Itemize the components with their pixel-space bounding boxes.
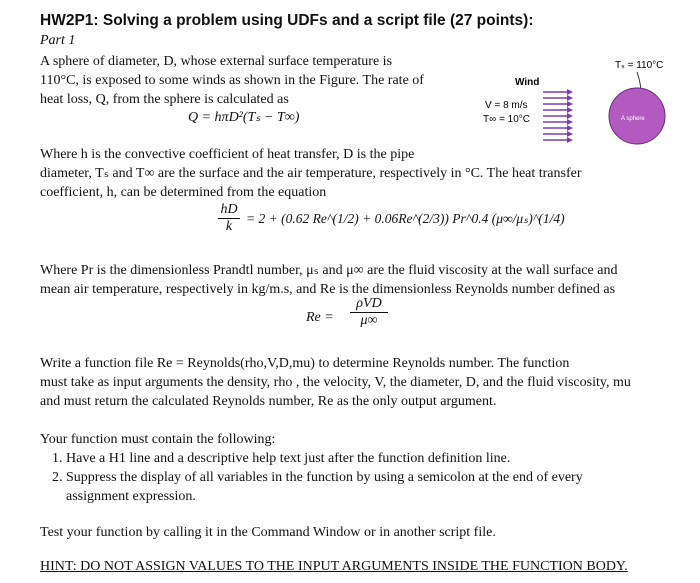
task-line-3: and must return the calculated Reynolds number, Re as the only output argument. [40, 394, 497, 409]
part-heading: Part 1 [40, 33, 76, 48]
where2-line-1: Where Pr is the dimensionless Prandtl number, μₛ and μ∞ are the fluid viscosity at the wall surface and [40, 263, 618, 278]
reynolds-lhs: Re = [306, 310, 334, 325]
reynolds-denominator: μ∞ [360, 313, 378, 328]
nusselt-numerator: hD [218, 202, 240, 219]
where1-line-1: Where h is the convective coefficient of heat transfer, D is the pipe [40, 147, 415, 162]
task-line-2: must take as input arguments the density, rho , the velocity, V, the diameter, D, and the fluid viscosity, mu [40, 375, 631, 390]
requirements-heading: Your function must contain the following: [40, 432, 276, 447]
where-paragraph-1 [40, 145, 680, 202]
nusselt-denominator: k [225, 219, 233, 234]
page-title: HW2P1: Solving a problem using UDFs and a script file (27 points): [40, 12, 534, 29]
reynolds-fraction [350, 296, 388, 329]
intro-line-3: heat loss, Q, from the sphere is calculated as [40, 92, 289, 107]
heat-loss-equation: Q = hπD²(Tₛ − T∞) [188, 110, 300, 125]
reynolds-numerator: ρVD [350, 296, 388, 313]
wind-label: Wind [515, 77, 540, 88]
surface-temp-label: Tₛ = 110°C [615, 60, 664, 71]
requirement-item-1: 1. Have a H1 line and a descriptive help text just after the function definition line. [66, 449, 644, 468]
intro-line-1: A sphere of diameter, D, whose external surface temperature is [40, 54, 393, 69]
wind-arrows-icon [543, 92, 567, 140]
where-paragraph-2 [40, 261, 690, 299]
velocity-label: V = 8 m/s [485, 100, 528, 111]
requirement-item-2: 2. Suppress the display of all variables in the function by using a semicolon at the end of every assignment expression. [66, 468, 644, 506]
wind-sphere-figure [455, 50, 685, 160]
sphere-label: A sphere [621, 116, 645, 122]
task-line-1: Write a function file Re = Reynolds(rho,V,D,mu) to determine Reynolds number. The function [40, 356, 570, 371]
intro-paragraph [40, 52, 460, 109]
air-temp-label: T∞ = 10°C [483, 114, 530, 125]
where1-line-3: coefficient, h, can be determined from the equation [40, 185, 327, 200]
task-paragraph [40, 354, 690, 411]
where2-line-2: mean air temperature, respectively in kg/m.s, and Re is the dimensionless Reynolds number defined as [40, 282, 616, 297]
hint-text: HINT: DO NOT ASSIGN VALUES TO THE INPUT ARGUMENTS INSIDE THE FUNCTION BODY. [40, 559, 628, 574]
nusselt-lhs [218, 202, 240, 235]
nusselt-rhs: = 2 + (0.62 Re^(1/2) + 0.06Re^(2/3)) Pr^0.4 (μ∞/μₛ)^(1/4) [246, 211, 565, 226]
where1-line-2: diameter, Tₛ and T∞ are the surface and the air temperature, respectively in °C. The heat transfer [40, 166, 582, 181]
test-instruction: Test your function by calling it in the Command Window or in another script file. [40, 525, 496, 540]
intro-line-2: 110°C, is exposed to some winds as shown in the Figure. The rate of [40, 73, 424, 88]
requirements-list [44, 449, 644, 506]
